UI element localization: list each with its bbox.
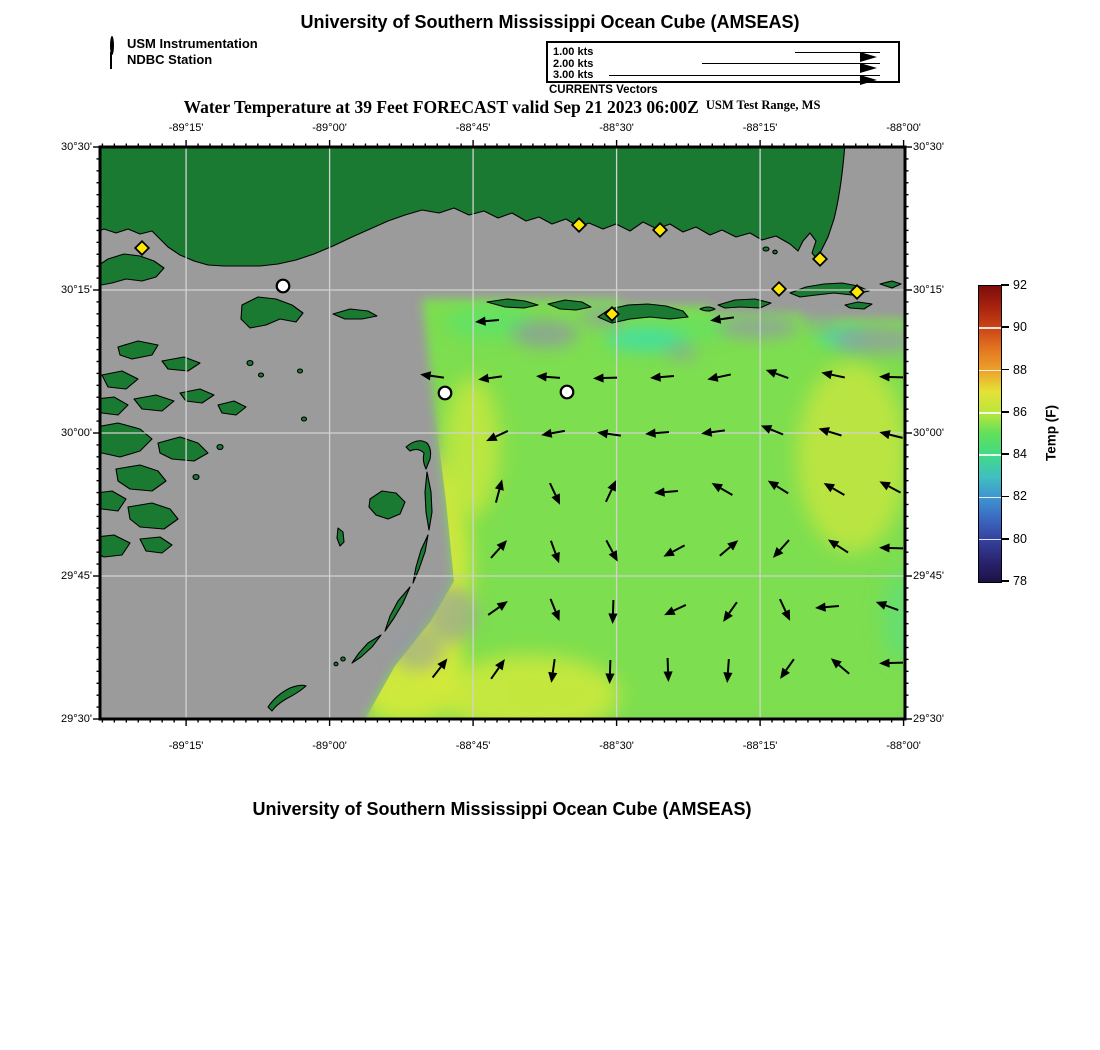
colorbar-tick (1001, 326, 1009, 328)
colorbar-tick (1001, 496, 1009, 498)
marsh-dot (247, 361, 253, 366)
currents-scale-3kt (548, 70, 898, 82)
colorbar-tick (1001, 538, 1009, 540)
lon-tick-label: -88°30' (599, 122, 634, 134)
kts-label: 3.00 kts (553, 69, 594, 81)
scale-arrow-shaft (795, 52, 880, 53)
lon-tick-label: -88°45' (455, 740, 491, 752)
currents-scale-1kt (548, 47, 898, 59)
marsh-dot (302, 417, 307, 421)
lon-tick-label: -89°15' (168, 740, 204, 752)
colorbar-gridline (979, 327, 1001, 329)
temperature-colorbar (978, 285, 1002, 583)
lat-tick-label: 30°00' (61, 427, 92, 439)
station-legend (108, 36, 258, 67)
ndbc-diamond-icon (110, 53, 112, 68)
scale-arrow-shaft (702, 63, 880, 64)
usm-station-marker (561, 386, 574, 399)
colorbar-tick-label: 84 (1013, 447, 1027, 462)
lat-tick-label: 30°30' (61, 141, 92, 153)
scale-arrow-shaft (609, 75, 880, 76)
colorbar-tick-label: 86 (1013, 404, 1027, 419)
map-subtitle (0, 97, 1004, 118)
colorbar-tick (1001, 369, 1009, 371)
islet (341, 657, 345, 661)
range-label: USM Test Range, MS (705, 98, 821, 112)
colorbar-gridline (979, 454, 1001, 456)
marsh-dot (259, 373, 264, 377)
lon-tick-label: -88°00' (886, 740, 921, 752)
lat-tick-label: 30°00' (913, 427, 944, 439)
legend-label: USM Instrumentation (127, 36, 258, 51)
lon-tick-label: -89°15' (168, 122, 204, 134)
lon-tick-label: -89°00' (312, 740, 347, 752)
colorbar-gridline (979, 497, 1001, 499)
map-canvas (88, 135, 917, 731)
page-title: University of Southern Mississippi Ocean Cube (AMSEAS) (300, 12, 800, 32)
lon-tick-label: -89°00' (312, 122, 347, 134)
arrow-head-icon (860, 75, 877, 85)
islet (334, 662, 338, 666)
usm-circle-icon (110, 38, 114, 53)
usm-station-marker (277, 280, 290, 293)
lat-tick-label: 30°15' (913, 284, 944, 296)
colorbar-gridline (979, 539, 1001, 541)
lon-tick-label: -88°45' (455, 122, 491, 134)
colorbar-tick-label: 88 (1013, 362, 1027, 377)
lat-tick-label: 30°30' (913, 141, 944, 153)
currents-caption: CURRENTS Vectors (549, 84, 658, 96)
lat-tick-label: 29°45' (913, 570, 944, 582)
marsh-dot (298, 369, 303, 373)
legend-item-usm (108, 36, 258, 52)
lat-tick-label: 30°15' (61, 284, 92, 296)
colorbar-tick-label: 92 (1013, 278, 1027, 292)
currents-scale-legend (546, 41, 900, 83)
lon-tick-label: -88°15' (742, 740, 778, 752)
islet (763, 247, 769, 251)
subtitle-text: Water Temperature at 39 Feet FORECAST valid Sep 21 2023 06:00Z (183, 97, 699, 117)
lon-tick-label: -88°30' (599, 740, 634, 752)
colorbar-tick-label: 90 (1013, 320, 1027, 335)
lat-tick-label: 29°30' (913, 713, 944, 725)
marsh-dot (217, 445, 223, 450)
colorbar-tick (1001, 453, 1009, 455)
round-island (700, 307, 715, 311)
colorbar-gridline (979, 370, 1001, 372)
lat-tick-label: 29°45' (61, 570, 92, 582)
colorbar-tick-label: 80 (1013, 531, 1027, 546)
colorbar-title: Temp (F) (1043, 405, 1059, 461)
usm-station-marker (439, 387, 452, 400)
lon-tick-label: -88°00' (886, 122, 921, 134)
colorbar-gridline (979, 412, 1001, 414)
colorbar-tick-label: 82 (1013, 489, 1027, 504)
kts-label: 1.00 kts (553, 46, 594, 58)
islet (773, 250, 777, 254)
marsh-dot (193, 475, 199, 480)
colorbar-tick-label: 78 (1013, 574, 1027, 588)
footer-title: University of Southern Mississippi Ocean Cube (AMSEAS) (252, 799, 752, 819)
kts-label: 2.00 kts (553, 57, 594, 70)
legend-item-ndbc (108, 52, 258, 68)
legend-label: NDBC Station (127, 51, 213, 67)
lon-tick-label: -88°15' (742, 122, 778, 134)
currents-scale-2kt (548, 59, 898, 71)
colorbar-tick (1001, 580, 1009, 582)
colorbar-tick (1001, 411, 1009, 413)
colorbar-tick (1001, 284, 1009, 286)
lat-tick-label: 29°30' (61, 713, 92, 725)
